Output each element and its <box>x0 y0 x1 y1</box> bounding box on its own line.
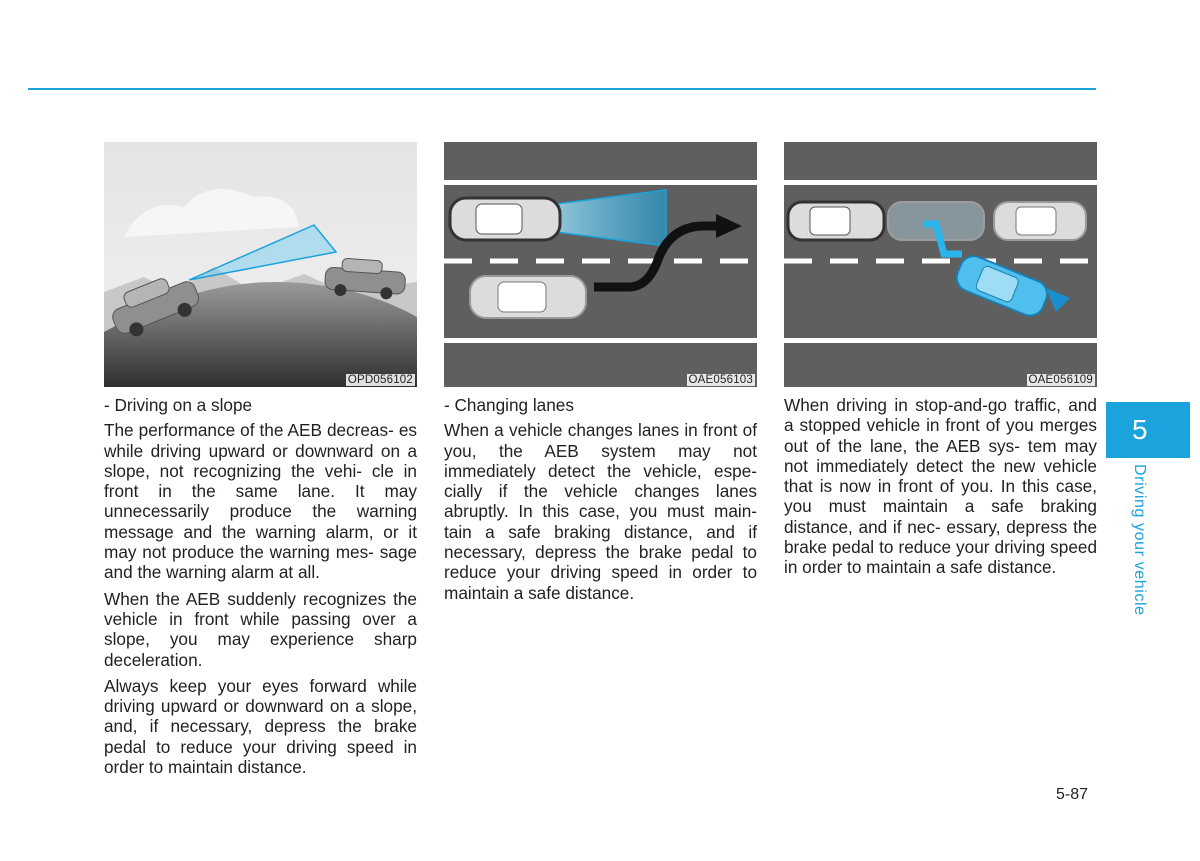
section-caption: - Changing lanes <box>444 395 574 415</box>
road-surface <box>784 142 1097 387</box>
column-stop-and-go <box>784 142 1097 584</box>
column-text <box>104 395 417 777</box>
lane-edge-line <box>784 338 1097 343</box>
slope-illustration <box>104 142 417 387</box>
lane-edge-line <box>784 180 1097 185</box>
paragraph: The performance of the AEB decreas- es while driving upward or downward on a slope, not recognizing the vehi- cle in front in the same lane. It may unnecessarily produce the warning message and the warning alarm, or it may not produce the warning mes- sage and the warning alarm at all. <box>104 420 417 583</box>
paragraph: When the AEB suddenly recognizes the vehicle in front while passing over a slope, you may experience sharp deceleration. <box>104 588 417 670</box>
figure-lane-change <box>444 142 757 387</box>
figure-code: OAE056109 <box>1028 374 1093 386</box>
page-number: 5-87 <box>1056 786 1089 803</box>
merging-car-shape <box>470 276 586 318</box>
road-surface <box>444 142 757 387</box>
chapter-tab: 5 <box>1106 402 1190 458</box>
column-driving-on-slope <box>104 142 417 783</box>
lane-change-illustration <box>444 142 757 387</box>
stop-and-go-illustration <box>784 142 1097 387</box>
paragraph: When a vehicle changes lanes in front of you, the AEB system may not immediately detect the vehicle, espe- cially if the vehicle changes lanes abruptly. In this case, you must main- tain a safe braking distance, and if necessary, depress the brake pedal to reduce your driving speed in order to maintain a safe distance. <box>444 420 757 603</box>
column-changing-lanes <box>444 142 757 609</box>
section-caption: - Driving on a slope <box>104 395 253 415</box>
own-car-shape <box>788 202 884 240</box>
figure-code: OPD056102 <box>347 374 413 386</box>
chapter-label <box>1126 464 1150 624</box>
chapter-title: Driving your vehicle <box>1131 464 1148 616</box>
paragraph: When driving in stop-and-go traffic, and a stopped vehicle in front of you merges out of the lane, the AEB sys- tem may not immediately detect the new vehicle that is now in front of you. In this case, you must maintain a safe braking distance, and if nec- essary, depress the brake pedal to reduce your driving speed in order to maintain a safe distance. <box>784 395 1097 578</box>
figure-slope <box>104 142 417 387</box>
top-rule <box>28 88 1096 90</box>
column-text <box>444 395 757 603</box>
figure-stop-and-go <box>784 142 1097 387</box>
paragraph: Always keep your eyes forward while driving upward or downward on a slope, and, if necessary, depress the brake pedal to reduce your driving speed in order to maintain distance. <box>104 675 417 778</box>
lane-edge-line <box>444 180 757 185</box>
lane-edge-line <box>444 338 757 343</box>
own-car-shape <box>450 198 560 240</box>
figure-code: OAE056103 <box>688 374 753 386</box>
column-text <box>784 395 1097 578</box>
new-front-car-shape <box>994 202 1086 240</box>
